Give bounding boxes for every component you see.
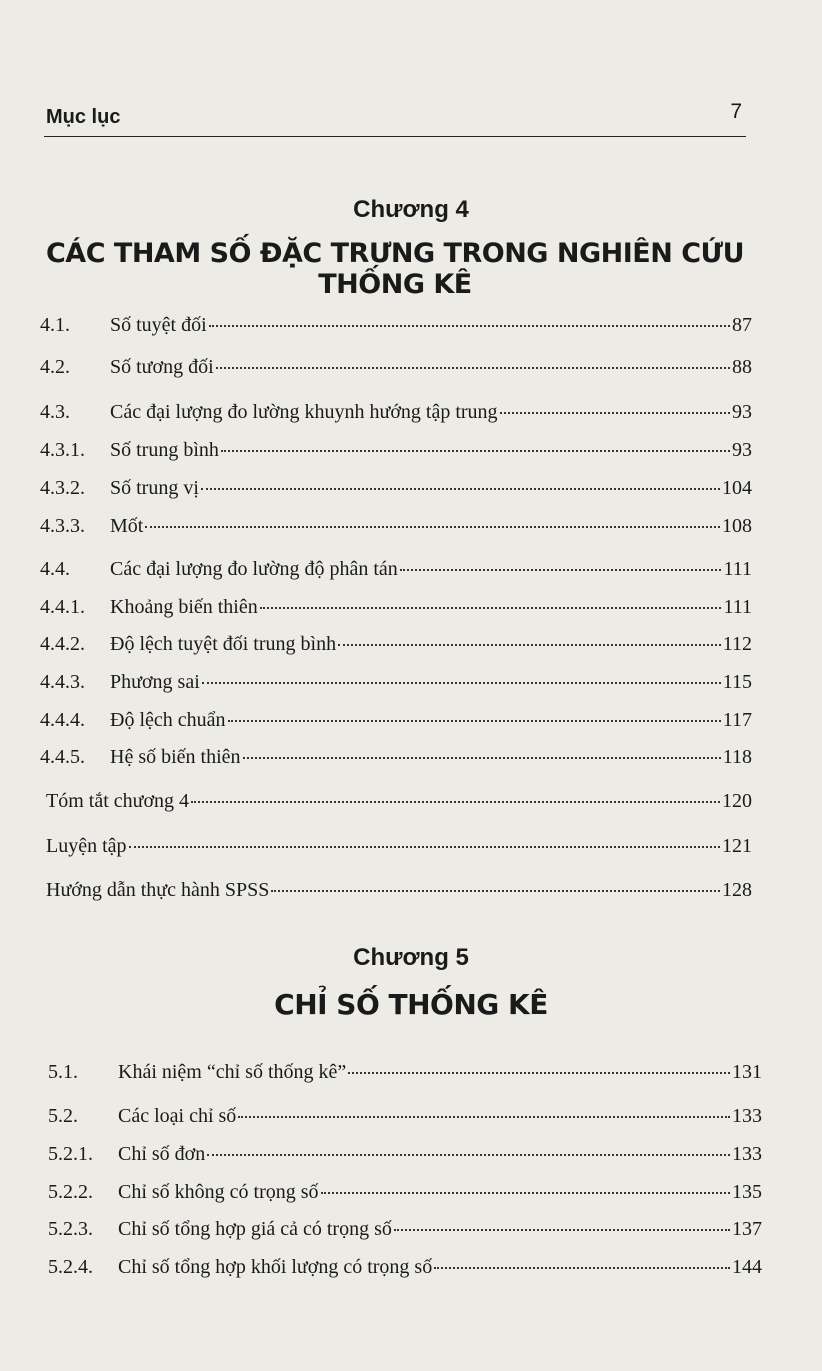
toc-leader-dots: [216, 347, 730, 369]
toc-entry-text: Các đại lượng đo lường khuynh hướng tập trung: [110, 401, 498, 423]
toc-entry-text: Luyện tập: [46, 835, 127, 857]
toc-entry-page: 117: [722, 709, 752, 731]
toc-entry-number: 4.4.5.: [40, 746, 85, 768]
toc-entry-page: 111: [723, 596, 752, 618]
toc-entry[interactable]: [40, 704, 752, 734]
toc-leader-dots: [243, 737, 721, 759]
toc-entry[interactable]: [40, 472, 752, 502]
toc-entry-number: 4.3.: [40, 401, 70, 423]
toc-entry-text: Mốt: [110, 515, 144, 537]
toc-entry-page: 111: [723, 558, 752, 580]
toc-entry[interactable]: [48, 1056, 762, 1086]
toc-entry-number: 4.4.1.: [40, 596, 85, 618]
toc-entry-number: 4.3.1.: [40, 439, 85, 461]
toc-entry-page: 112: [722, 633, 752, 655]
toc-entry-text: Hướng dẫn thực hành SPSS: [46, 879, 270, 901]
toc-entry[interactable]: [40, 874, 752, 904]
toc-leader-dots: [321, 1172, 730, 1194]
toc-entry[interactable]: [40, 351, 752, 381]
toc-entry[interactable]: [40, 396, 752, 426]
toc-leader-dots: [260, 587, 722, 609]
toc-entry-text: Chỉ số tổng hợp giá cả có trọng số: [118, 1218, 392, 1240]
toc-leader-dots: [228, 700, 721, 722]
toc-entry[interactable]: [48, 1251, 762, 1281]
toc-entry-number: 4.3.3.: [40, 515, 85, 537]
running-header-title: Mục lục: [46, 106, 121, 128]
toc-leader-dots: [500, 392, 730, 414]
chapter-label: Chương 4: [353, 196, 469, 223]
toc-entry-text: Độ lệch chuẩn: [110, 709, 226, 731]
toc-entry[interactable]: [40, 434, 752, 464]
toc-entry-number: 4.4.3.: [40, 671, 85, 693]
toc-entry-page: 93: [732, 439, 752, 461]
running-header: [44, 98, 746, 137]
chapter-label: Chương 5: [353, 944, 469, 971]
toc-entry-number: 4.4.4.: [40, 709, 85, 731]
toc-entry[interactable]: [40, 628, 752, 658]
toc-leader-dots: [145, 506, 720, 528]
toc-entry[interactable]: [48, 1138, 762, 1168]
toc-entry[interactable]: [48, 1176, 762, 1206]
toc-leader-dots: [271, 870, 720, 892]
toc-entry-text: Khái niệm “chỉ số thống kê”: [118, 1061, 347, 1083]
toc-entry-page: 135: [732, 1181, 762, 1203]
page-number: 7: [730, 100, 742, 123]
toc-entry[interactable]: [40, 666, 752, 696]
toc-entry-page: 120: [722, 790, 752, 812]
toc-entry-number: 5.2.3.: [48, 1218, 93, 1240]
toc-entry-number: 4.4.: [40, 558, 70, 580]
toc-entry-text: Số tương đối: [110, 356, 214, 378]
toc-entry-page: 115: [722, 671, 752, 693]
chapter-title: CHỈ SỐ THỐNG KÊ: [274, 988, 548, 1021]
toc-entry-number: 5.2.4.: [48, 1256, 93, 1278]
toc-entry-page: 131: [732, 1061, 762, 1083]
toc-entry[interactable]: [40, 309, 752, 339]
toc-leader-dots: [191, 781, 720, 803]
toc-entry-page: 88: [732, 356, 752, 378]
toc-entry-page: 133: [732, 1143, 762, 1165]
toc-entry[interactable]: [40, 741, 752, 771]
toc-entry-page: 104: [722, 477, 752, 499]
chapter-title: CÁC THAM SỐ ĐẶC TRƯNG TRONG NGHIÊN CỨU THỐNG KÊ: [45, 238, 745, 300]
toc-entry-page: 118: [722, 746, 752, 768]
toc-entry-page: 133: [732, 1105, 762, 1127]
toc-entry-text: Số trung vị: [110, 477, 199, 499]
toc-entry-number: 5.2.1.: [48, 1143, 93, 1165]
toc-leader-dots: [400, 549, 722, 571]
toc-entry-number: 4.2.: [40, 356, 70, 378]
toc-entry-number: 4.4.2.: [40, 633, 85, 655]
toc-leader-dots: [238, 1096, 730, 1118]
toc-entry-page: 87: [732, 314, 752, 336]
toc-entry-number: 5.2.2.: [48, 1181, 93, 1203]
toc-leader-dots: [221, 430, 730, 452]
toc-entry-text: Các loại chỉ số: [118, 1105, 237, 1127]
toc-entry-text: Chỉ số không có trọng số: [118, 1181, 319, 1203]
toc-leader-dots: [209, 305, 730, 327]
toc-entry-text: Các đại lượng đo lường độ phân tán: [110, 558, 398, 580]
toc-leader-dots: [348, 1052, 730, 1074]
toc-entry-text: Phương sai: [110, 671, 200, 693]
toc-entry-text: Độ lệch tuyệt đối trung bình: [110, 633, 337, 655]
toc-leader-dots: [338, 624, 721, 646]
toc-leader-dots: [434, 1247, 730, 1269]
toc-entry-page: 137: [732, 1218, 762, 1240]
toc-entry-page: 121: [722, 835, 752, 857]
toc-entry-text: Chỉ số tổng hợp khối lượng có trọng số: [118, 1256, 433, 1278]
toc-entry[interactable]: [40, 553, 752, 583]
toc-leader-dots: [207, 1134, 730, 1156]
toc-entry-page: 93: [732, 401, 752, 423]
toc-entry[interactable]: [40, 830, 752, 860]
toc-entry-text: Số trung bình: [110, 439, 219, 461]
toc-entry[interactable]: [48, 1100, 762, 1130]
toc-entry-number: 4.1.: [40, 314, 70, 336]
toc-entry[interactable]: [40, 591, 752, 621]
toc-entry-page: 144: [732, 1256, 762, 1278]
toc-leader-dots: [202, 662, 721, 684]
toc-entry[interactable]: [40, 785, 752, 815]
toc-leader-dots: [201, 468, 720, 490]
toc-entry-text: Chỉ số đơn: [118, 1143, 206, 1165]
toc-entry-page: 128: [722, 879, 752, 901]
toc-entry-number: 5.1.: [48, 1061, 78, 1083]
toc-entry[interactable]: [48, 1213, 762, 1243]
toc-entry-text: Số tuyệt đối: [110, 314, 207, 336]
toc-entry-number: 4.3.2.: [40, 477, 85, 499]
toc-entry-page: 108: [722, 515, 752, 537]
toc-leader-dots: [129, 826, 720, 848]
toc-entry-number: 5.2.: [48, 1105, 78, 1127]
toc-entry-text: Hệ số biến thiên: [110, 746, 241, 768]
toc-entry-text: Khoảng biến thiên: [110, 596, 258, 618]
toc-entry-text: Tóm tắt chương 4: [46, 790, 190, 812]
toc-entry[interactable]: [40, 510, 752, 540]
toc-leader-dots: [394, 1209, 730, 1231]
